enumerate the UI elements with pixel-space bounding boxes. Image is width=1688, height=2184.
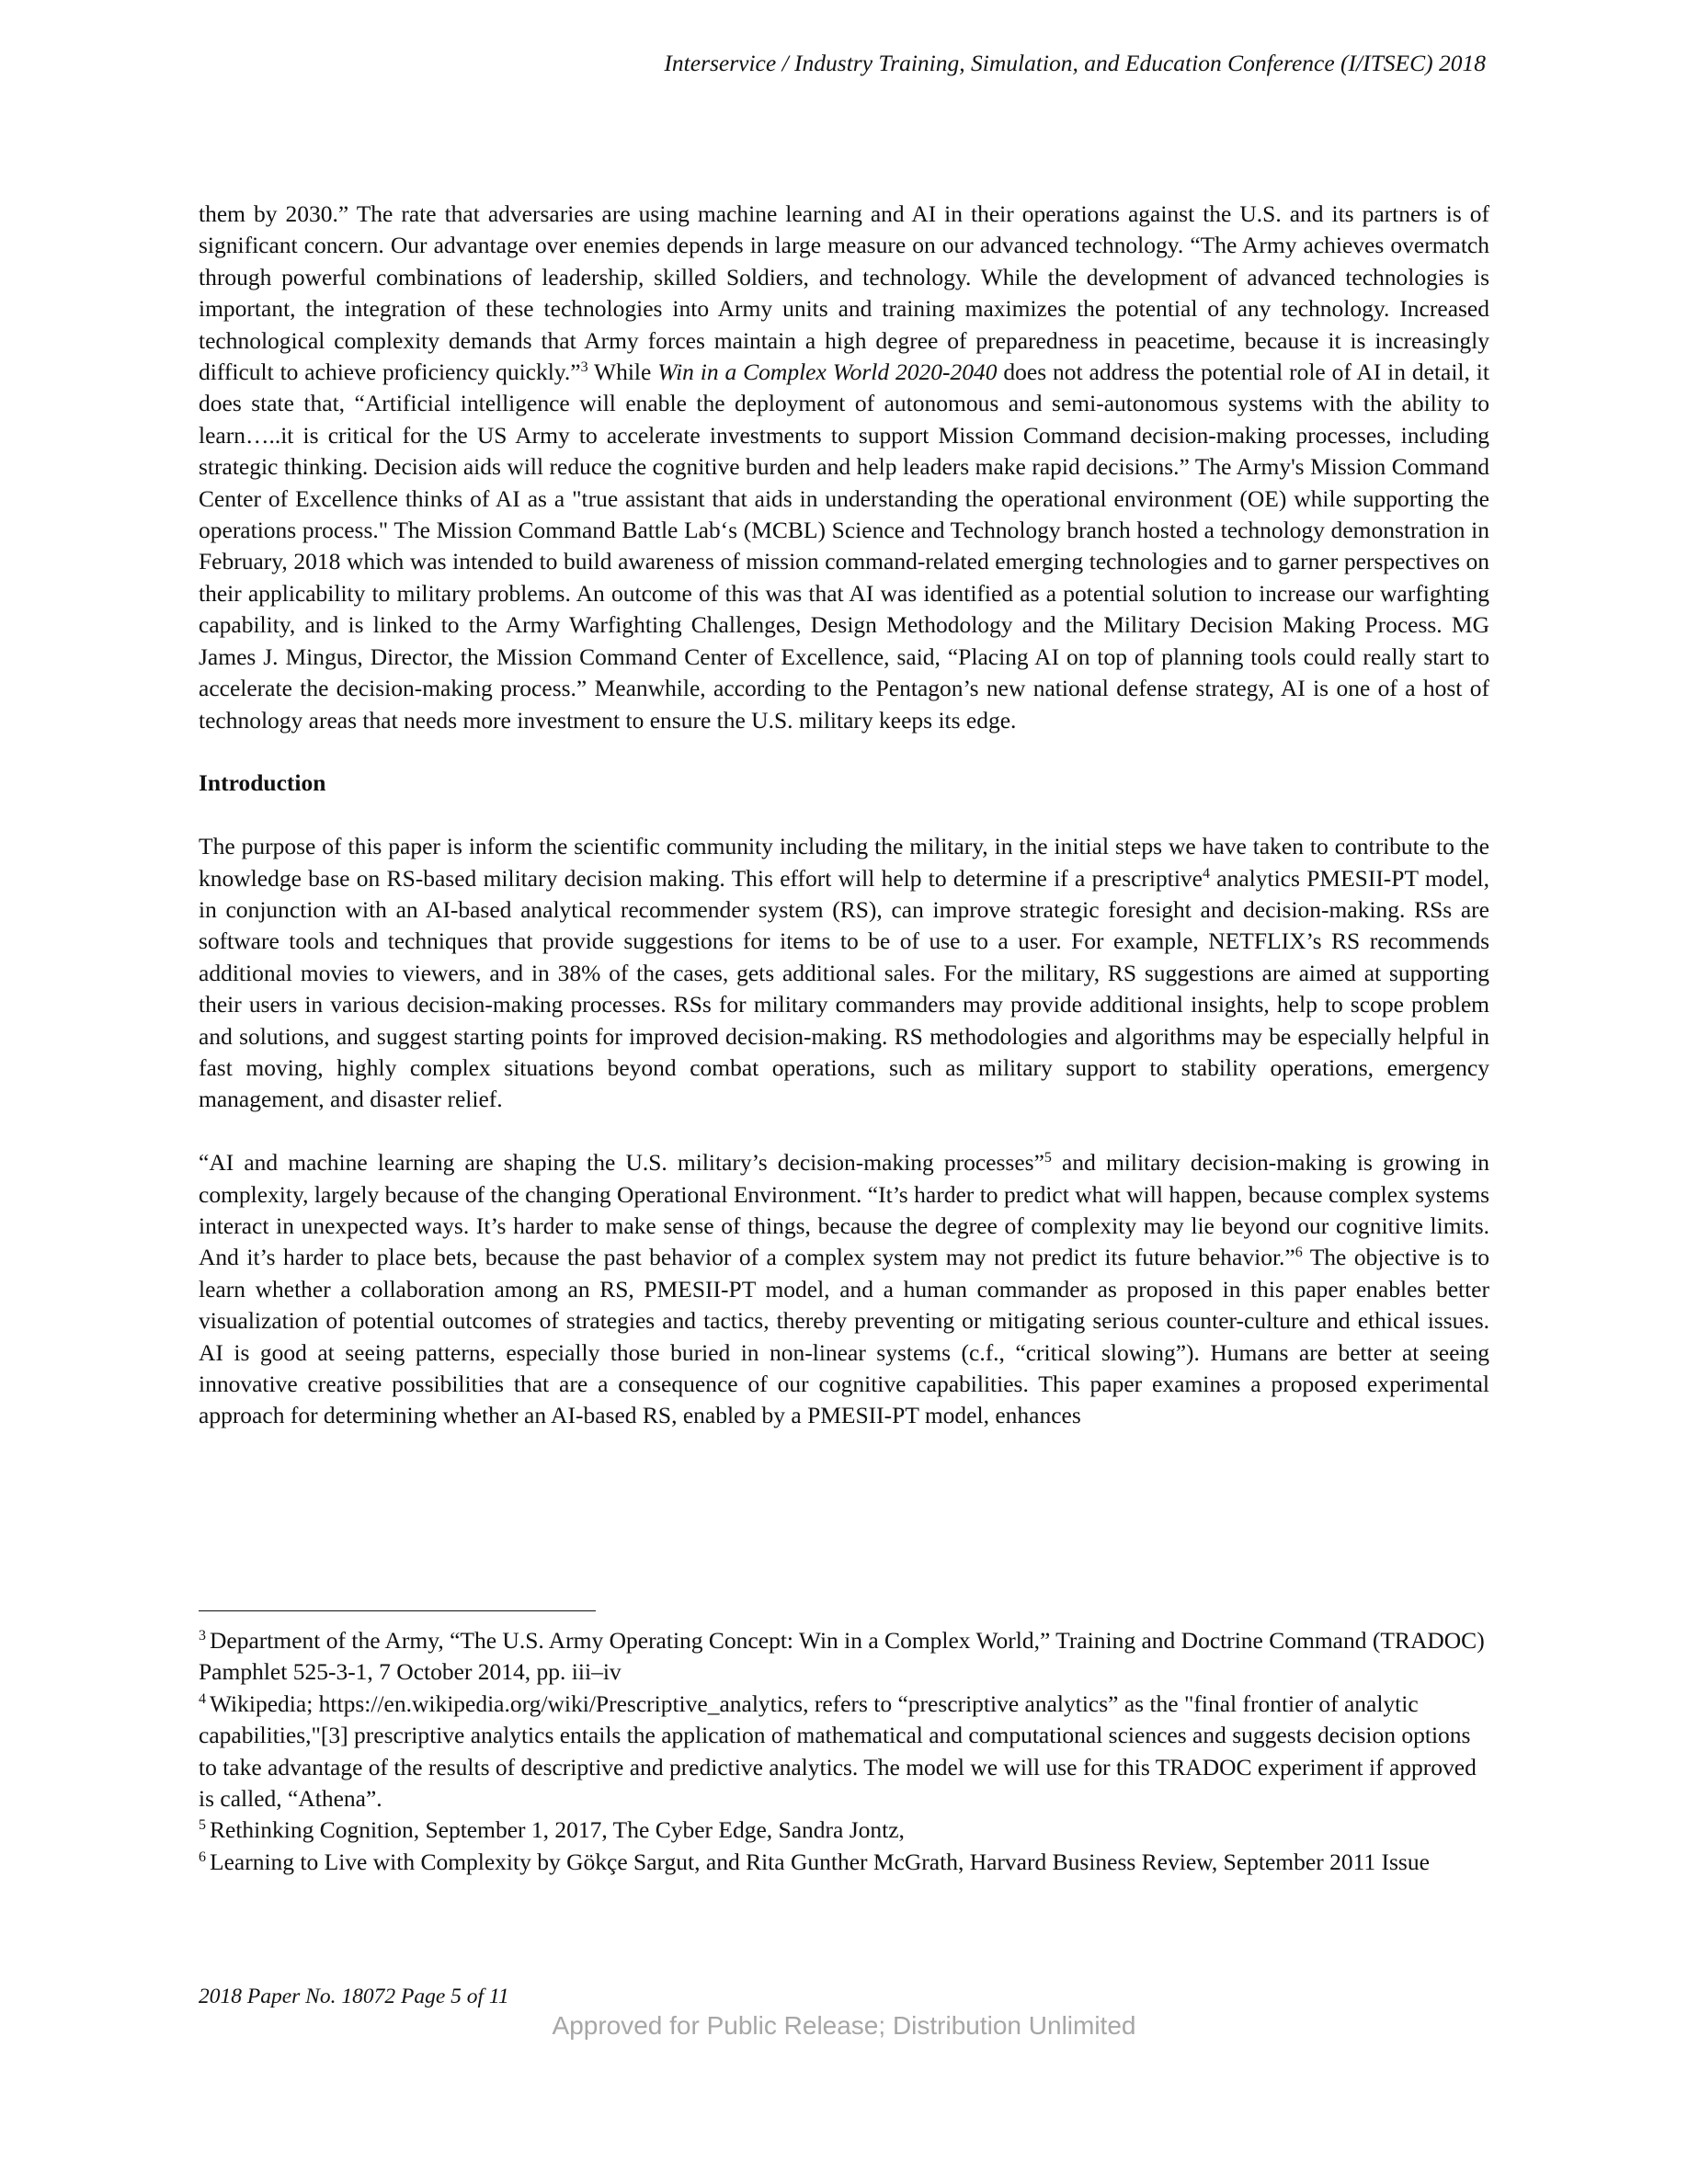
footnote-ref-4: 4 (1203, 865, 1210, 882)
intro-p1-text-1: The purpose of this paper is inform the scientific community including the military, in the initial steps we have taken to contribute to the knowledge base on RS-based military decision making. This effort will help to determine if a prescriptive (199, 833, 1489, 892)
footnote-ref-6: 6 (1295, 1245, 1303, 1261)
introduction-paragraph-1 (199, 831, 1489, 1116)
footnote-text: Learning to Live with Complexity by Gökçe Sargut, and Rita Gunther McGrath, Harvard Business Review, September 2011 Issue (210, 1848, 1430, 1875)
release-stamp: Approved for Public Release; Distribution Unlimited (552, 2011, 1136, 2040)
footnote-number: 6 (199, 1848, 206, 1865)
intro-p2-text-2: and military decision-making is growing in complexity, largely because of the changing Operational Environment. “It’s harder to predict what will happen, because complex systems interact in unexpected ways. It’s harder to make sense of things, because the degree of complexity may lie beyond our cognitive limits. And it’s harder to place bets, because the past behavior of a complex system may not predict its future behavior.” (199, 1149, 1489, 1271)
continuation-text-1: them by 2030.” The rate that adversaries are using machine learning and AI in their operations against the U.S. and its partners is of significant concern. Our advantage over enemies depends in large measure on our advanced technology. “The Army achieves overmatch through powerful combinations of leadership, skilled Soldiers, and technology. While the development of advanced technologies is important, the integration of these technologies into Army units and training maximizes the potential of any technology. Increased technological complexity demands that Army forces maintain a high degree of preparedness in peacetime, because it is increasingly difficult to achieve proficiency quickly.” (199, 200, 1489, 386)
footnote-number: 4 (199, 1690, 206, 1707)
running-footer: 2018 Paper No. 18072 Page 5 of 11 (199, 1985, 509, 2008)
footnote-text: Wikipedia; https://en.wikipedia.org/wiki/Prescriptive_analytics, refers to “prescriptive analytics” as the "final frontier of analytic capabilities,"[3] prescriptive analytics entails the application of mathematical and computational sciences and suggests decision options to take advantage of the results of descriptive and predictive analytics. The model we will use for this TRADOC experiment if approved is called, “Athena”. (199, 1689, 1477, 1813)
body-text (199, 199, 1489, 1432)
continuation-text-3: does not address the potential role of AI in detail, it does state that, “Artificial intelligence will enable the deployment of autonomous and semi-autonomous systems with the ability to learn…..it is critical for the US Army to accelerate investments to support Mission Command decision-making processes, including strategic thinking. Decision aids will reduce the cognitive burden and help leaders make rapid decisions.” The Army's Mission Command Center of Excellence thinks of AI as a "true assistant that aids in understanding the operational environment (OE) while supporting the operations process." The Mission Command Battle Lab‘s (MCBL) Science and Technology branch hosted a technology demonstration in February, 2018 which was intended to build awareness of mission command-related emerging technologies and to garner perspectives on their applicability to military problems. An outcome of this was that AI was identified as a potential solution to increase our warfighting capability, and is linked to the Army Warfighting Challenges, Design Methodology and the Military Decision Making Process. MG James J. Mingus, Director, the Mission Command Center of Excellence, said, “Placing AI on top of planning tools could really start to accelerate the decision-making process.” Meanwhile, according to the Pentagon’s new national defense strategy, AI is one of a host of technology areas that needs more investment to ensure the U.S. military keeps its edge. (199, 358, 1489, 734)
running-header: Interservice / Industry Training, Simulation, and Education Conference (I/ITSEC) 2018 (664, 50, 1486, 76)
footnote-divider (199, 1610, 596, 1611)
footnote-ref-3: 3 (580, 359, 588, 376)
intro-p2-text-3: The objective is to learn whether a collaboration among an RS, PMESII-PT model, and a human commander as proposed in this paper enables better visualization of potential outcomes of strategies and tactics, thereby preventing or mitigating serious counter-culture and ethical issues. AI is good at seeing patterns, especially those buried in non-linear systems (c.f., “critical slowing”). Humans are better at seeing innovative creative possibilities that are a consequence of our cognitive capabilities. This paper examines a proposed experimental approach for determining whether an AI-based RS, enabled by a PMESII-PT model, enhances (199, 1244, 1489, 1429)
footnote-5 (199, 1814, 1489, 1846)
footnote-6 (199, 1847, 1489, 1878)
intro-p1-text-2: analytics PMESII-PT model, in conjunction with an AI-based analytical recommender system (RS), can improve strategic foresight and decision-making. RSs are software tools and techniques that provide suggestions for items to be of use to a user. For example, NETFLIX’s RS recommends additional movies to viewers, and in 38% of the cases, gets additional sales. For the military, RS suggestions are aimed at supporting their users in various decision-making processes. RSs for military commanders may provide additional insights, help to scope problem and solutions, and suggest starting points for improved decision-making. RS methodologies and algorithms may be especially helpful in fast moving, highly complex situations beyond combat operations, such as military support to stability operations, emergency management, and disaster relief. (199, 864, 1489, 1113)
introduction-paragraph-2 (199, 1147, 1489, 1432)
footnote-number: 3 (199, 1628, 206, 1644)
footnote-text: Department of the Army, “The U.S. Army Operating Concept: Win in a Complex World,” Training and Doctrine Command (TRADOC) Pamphlet 525-3-1, 7 October 2014, pp. iii–iv (199, 1627, 1485, 1686)
footnote-number: 5 (199, 1817, 206, 1834)
footnotes (199, 1625, 1489, 1878)
intro-p2-text-1: “AI and machine learning are shaping the U.S. military’s decision-making processes” (199, 1149, 1044, 1177)
footnote-3 (199, 1625, 1489, 1689)
footnote-text: Rethinking Cognition, September 1, 2017, The Cyber Edge, Sandra Jontz, (210, 1816, 905, 1844)
continuation-text-2: While (587, 358, 658, 386)
section-heading-introduction: Introduction (199, 769, 326, 797)
footnote-4 (199, 1689, 1489, 1815)
footnote-ref-5: 5 (1044, 1150, 1052, 1166)
cited-document-title: Win in a Complex World 2020-2040 (657, 358, 998, 386)
continuation-paragraph (199, 199, 1489, 736)
